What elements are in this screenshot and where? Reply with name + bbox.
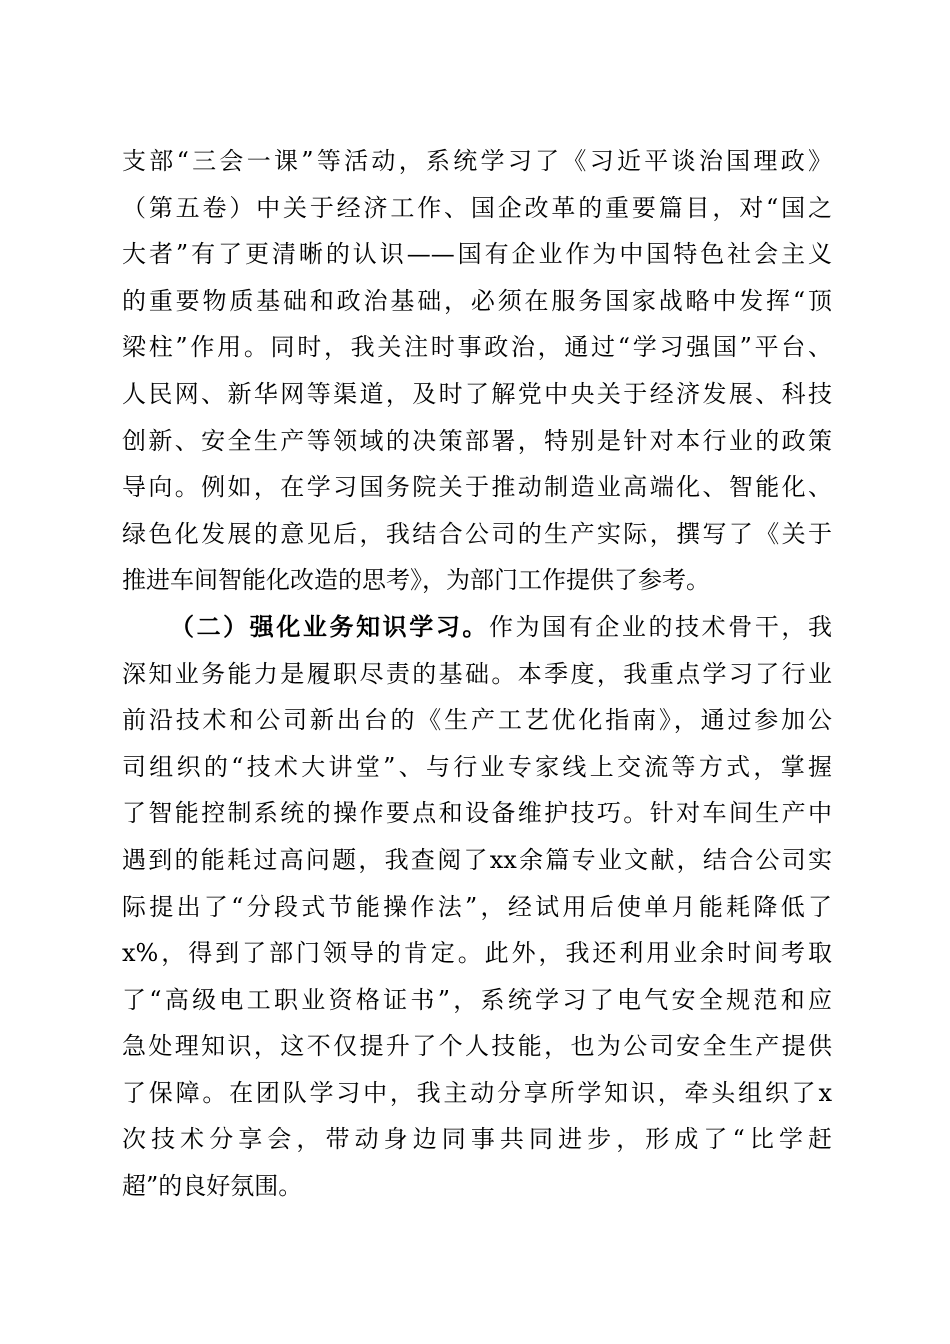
text-line: 导向。例如，在学习国务院关于推动制造业高端化、智能化、 [122,473,832,502]
text-line: 创新、安全生产等领域的决策部署，特别是针对本行业的政策 [122,426,832,455]
text-line: （第五卷）中关于经济工作、国企改革的重要篇目，对“国之 [122,193,832,222]
text-line: 深知业务能力是履职尽责的基础。本季度，我重点学习了行业 [122,659,832,688]
text-line: 支部“三会一课”等活动，系统学习了《习近平谈治国理政》 [122,147,832,175]
text-line: 的重要物质基础和政治基础，必须在服务国家战略中发挥“顶 [122,286,832,315]
text-line: 人民网、新华网等渠道，及时了解党中央关于经济发展、科技 [122,379,832,408]
document-body [122,138,832,1210]
text-line: 了智能控制系统的操作要点和设备维护技巧。针对车间生产中 [122,799,832,828]
text-line: 梁柱”作用。同时，我关注时事政治，通过“学习强国”平台、 [122,333,832,362]
text-line: 司组织的“技术大讲堂”、与行业专家线上交流等方式，掌握 [122,752,832,781]
text-line: 遇到的能耗过高问题，我查阅了xx余篇专业文献，结合公司实 [122,845,832,874]
text-line: 次技术分享会，带动身边同事共同进步，形成了“比学赶 [122,1125,832,1154]
text-line: 大者”有了更清晰的认识——国有企业作为中国特色社会主义 [122,240,832,269]
paragraph-2-first-line [122,604,832,651]
text-line: 绿色化发展的意见后，我结合公司的生产实际，撰写了《关于 [122,519,832,548]
text-line: 前沿技术和公司新出台的《生产工艺优化指南》，通过参加公 [122,706,832,735]
text-line: 了“高级电工职业资格证书”，系统学习了电气安全规范和应 [122,985,832,1014]
section-heading: （二）强化业务知识学习。 [170,611,489,641]
text-run: 作为国有企业的技术骨干，我 [489,612,832,641]
text-line: 了保障。在团队学习中，我主动分享所学知识，牵头组织了x [122,1078,832,1107]
text-line: x%，得到了部门领导的肯定。此外，我还利用业余时间考取 [122,939,832,968]
text-line: 急处理知识，这不仅提升了个人技能，也为公司安全生产提供 [122,1032,832,1061]
text-line: 际提出了“分段式节能操作法”，经试用后使单月能耗降低了 [122,892,832,921]
text-line: 超”的良好氛围。 [122,1172,303,1201]
text-line: 推进车间智能化改造的思考》，为部门工作提供了参考。 [122,566,710,595]
paragraph-2 [122,604,832,1210]
paragraph-1 [122,138,832,604]
